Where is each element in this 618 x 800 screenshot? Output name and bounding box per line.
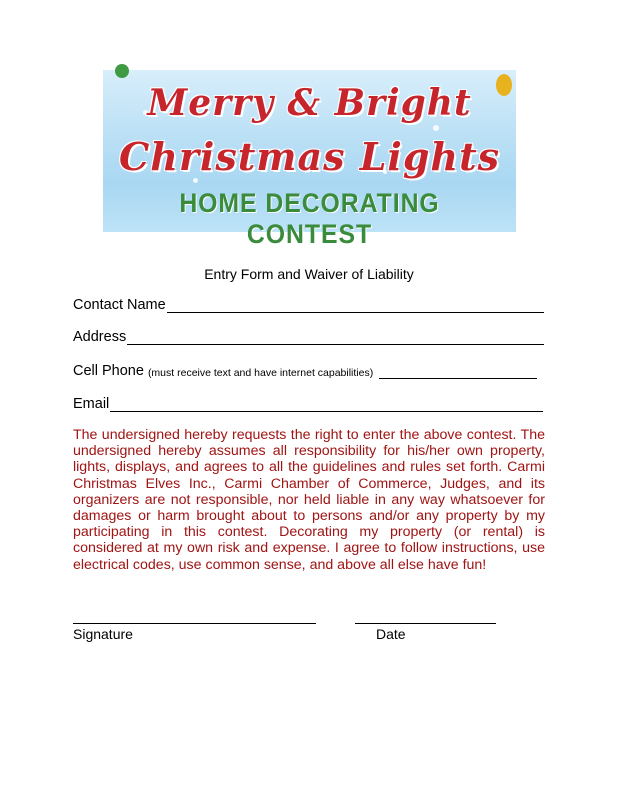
contact-name-field[interactable] bbox=[73, 297, 544, 313]
date-line[interactable] bbox=[355, 623, 496, 624]
address-field[interactable] bbox=[73, 329, 544, 345]
contest-banner bbox=[103, 70, 516, 249]
email-line[interactable] bbox=[110, 397, 543, 412]
banner-subtitle: HOME DECORATING CONTEST bbox=[179, 188, 440, 249]
snowflake-icon bbox=[433, 125, 439, 131]
cell-phone-field[interactable] bbox=[73, 363, 537, 379]
signature-line[interactable] bbox=[73, 623, 316, 624]
cell-phone-note: (must receive text and have internet capabilities) bbox=[147, 367, 374, 379]
email-label: Email bbox=[73, 396, 110, 412]
date-label: Date bbox=[376, 626, 406, 642]
ornament-icon bbox=[115, 64, 129, 78]
banner-title-line1: Merry & Bright bbox=[147, 82, 472, 124]
email-field[interactable] bbox=[73, 396, 543, 412]
contact-name-line[interactable] bbox=[167, 298, 544, 313]
contact-name-label: Contact Name bbox=[73, 297, 166, 313]
banner-title-line2: Christmas Lights bbox=[118, 134, 501, 179]
form-title: Entry Form and Waiver of Liability bbox=[204, 266, 414, 282]
address-label: Address bbox=[73, 329, 127, 345]
cell-phone-line[interactable] bbox=[379, 364, 537, 379]
address-line[interactable] bbox=[127, 330, 544, 345]
cell-phone-label: Cell Phone bbox=[73, 363, 144, 379]
signature-label: Signature bbox=[73, 626, 133, 642]
waiver-text: The undersigned hereby requests the right to enter the above contest. The undersigned hereby assumes all responsibility for his/her own property, lights, displays, and agrees to all the guidelines and rules set forth. Carmi Christmas Elves Inc., Carmi Chamber of Commerce, Judges, and its organizers are not responsible, nor held liable in any way whatsoever for damages or harm brought about to persons and/or any property by my participating in this contest. Decorating my property (or rental) is considered at my own risk and expense. I agree to follow instructions, use electrical codes, use common sense, and above all else have fun! bbox=[73, 427, 545, 573]
